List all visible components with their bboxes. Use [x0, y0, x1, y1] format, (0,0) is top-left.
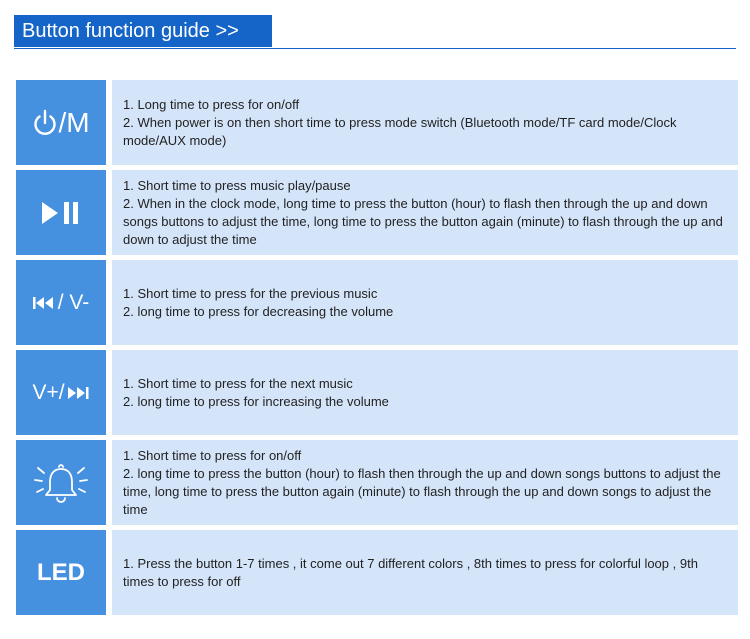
volume-down-label: / V-	[57, 290, 90, 314]
guide-line: 1. Short time to press for on/off	[123, 447, 302, 463]
guide-line: 1. Short time to press for the previous music	[123, 285, 378, 301]
guide-line: 2. When power is on then short time to press mode switch (Bluetooth mode/TF card mode/Clock mode/AUX mode)	[123, 114, 677, 148]
guide-text	[112, 260, 738, 345]
guide-row-next	[16, 350, 738, 435]
alarm-bell-icon	[33, 460, 89, 506]
guide-row-alarm	[16, 440, 738, 525]
guide-title: Button function guide >>	[14, 15, 272, 47]
guide-line: 1. Press the button 1-7 times , it come out 7 different colors , 8th times to press for colorful loop , 9th times to press for off	[123, 555, 698, 589]
guide-line: 1. Short time to press music play/pause	[123, 177, 351, 193]
play-pause-cell	[16, 170, 106, 255]
previous-volume-cell	[16, 260, 106, 345]
volume-next-cell	[16, 350, 106, 435]
guide-line: 2. long time to press the button (hour) to flash then through the up and down songs buttons to adjust the time, long time to press the button again (minute) to flash through the up and down songs to adjust the time	[123, 465, 721, 517]
guide-line: 2. long time to press for increasing the volume	[123, 393, 389, 409]
guide-text	[112, 80, 738, 165]
guide-line: 1. Short time to press for the next music	[123, 375, 353, 391]
mode-label: /M	[58, 106, 90, 138]
guide-row-play-pause	[16, 170, 738, 255]
power-icon	[32, 109, 58, 137]
power-mode-cell	[16, 80, 106, 165]
guide-text	[112, 530, 738, 615]
title-divider	[14, 48, 736, 49]
play-pause-icon	[40, 200, 82, 226]
previous-track-icon	[33, 297, 55, 309]
alarm-cell	[16, 440, 106, 525]
guide-text	[112, 440, 738, 525]
next-track-icon	[68, 387, 90, 399]
guide-row-led	[16, 530, 738, 615]
guide-line: 2. When in the clock mode, long time to press the button (hour) to flash then through the up and down songs buttons to adjust the time, long time to press the button again (minute) to flash through the up and down to adjust the time	[123, 195, 723, 247]
led-cell	[16, 530, 106, 615]
guide-line: 2. long time to press for decreasing the volume	[123, 303, 394, 319]
led-label: LED	[37, 558, 85, 586]
guide-line: 1. Long time to press for on/off	[123, 96, 300, 112]
volume-up-label: V+/	[32, 380, 65, 404]
guide-text	[112, 170, 738, 255]
guide-row-previous	[16, 260, 738, 345]
guide-text	[112, 350, 738, 435]
guide-row-power	[16, 80, 738, 165]
